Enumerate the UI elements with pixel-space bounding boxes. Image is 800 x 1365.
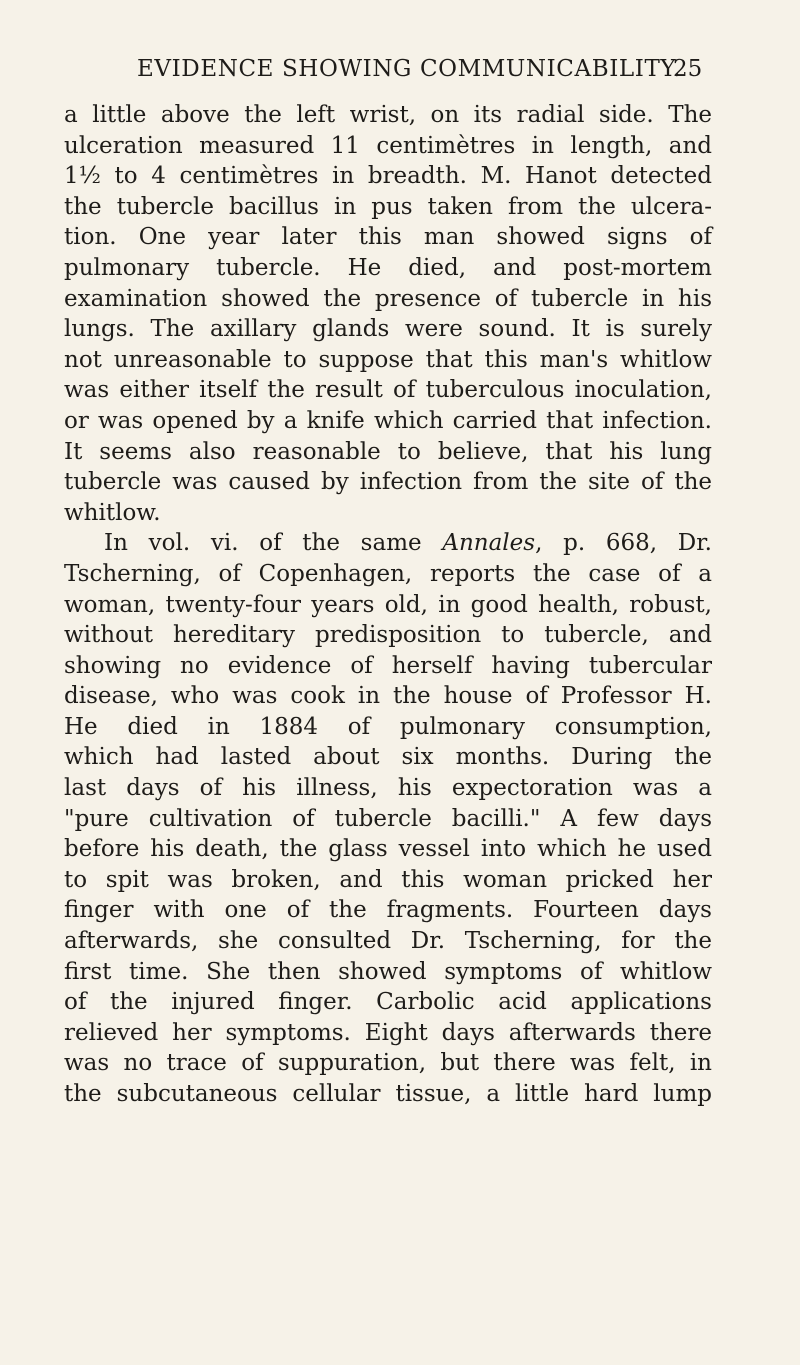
text-line: 1½ to 4 centimètres in breadth. M. Hanot detected <box>64 163 712 190</box>
text-line: or was opened by a knife which carried that infection. <box>64 407 712 434</box>
text-line: lungs. The axillary glands were sound. It is surely <box>64 316 712 343</box>
text-line: woman, twenty-four years old, in good health, robust, <box>64 591 712 618</box>
body-text <box>64 100 712 1110</box>
text-line: He died in 1884 of pulmonary consumption, <box>64 713 712 740</box>
text-line: to spit was broken, and this woman pricked her <box>64 866 712 893</box>
text-line: ulceration measured 11 centimètres in length, and <box>64 132 712 159</box>
text-line: whitlow. <box>64 499 161 526</box>
paragraph-start-line <box>64 528 712 559</box>
text-line: finger with one of the fragments. Fourteen days <box>64 897 712 924</box>
text-line: was no trace of suppuration, but there was felt, in <box>64 1050 712 1077</box>
text-line: last days of his illness, his expectoration was a <box>64 775 712 802</box>
text-line: relieved her symptoms. Eight days afterwards there <box>64 1019 712 1046</box>
text-line: without hereditary predisposition to tubercle, and <box>64 622 712 649</box>
text-line: showing no evidence of herself having tubercular <box>64 652 712 679</box>
text-line: before his death, the glass vessel into which he used <box>64 836 712 863</box>
text-line: afterwards, she consulted Dr. Tscherning, for the <box>64 928 712 955</box>
text-line: pulmonary tubercle. He died, and post-mortem <box>64 254 712 281</box>
text-line: examination showed the presence of tubercle in his <box>64 285 712 312</box>
running-head: EVIDENCE SHOWING COMMUNICABILITY. <box>137 56 682 82</box>
page-number: 25 <box>673 56 703 82</box>
page-header <box>0 56 800 96</box>
text-line: was either itself the result of tuberculous inoculation, <box>64 377 712 404</box>
text-line: first time. She then showed symptoms of whitlow <box>64 958 712 985</box>
text-segment: , p. 668, Dr. <box>535 530 712 557</box>
text-line: a little above the left wrist, on its radial side. The <box>64 102 712 128</box>
journal-title: Annales <box>442 530 536 557</box>
text-line: tion. One year later this man showed signs of <box>64 224 712 251</box>
text-line: Tscherning, of Copenhagen, reports the case of a <box>64 560 712 587</box>
text-line: not unreasonable to suppose that this man's whitlow <box>64 346 712 373</box>
text-line: tubercle was caused by infection from the site of the <box>64 469 712 496</box>
text-line: the tubercle bacillus in pus taken from the ulcera- <box>64 193 712 220</box>
text-line: the subcutaneous cellular tissue, a little hard lump <box>64 1081 712 1107</box>
text-line: "pure cultivation of tubercle bacilli." A few days <box>64 805 712 832</box>
text-line: which had lasted about six months. During the <box>64 744 712 771</box>
text-line: It seems also reasonable to believe, that his lung <box>64 438 712 465</box>
text-line: of the injured finger. Carbolic acid applications <box>64 989 712 1016</box>
text-line: disease, who was cook in the house of Professor H. <box>64 683 712 710</box>
text-segment: In vol. vi. of the same <box>104 530 443 557</box>
